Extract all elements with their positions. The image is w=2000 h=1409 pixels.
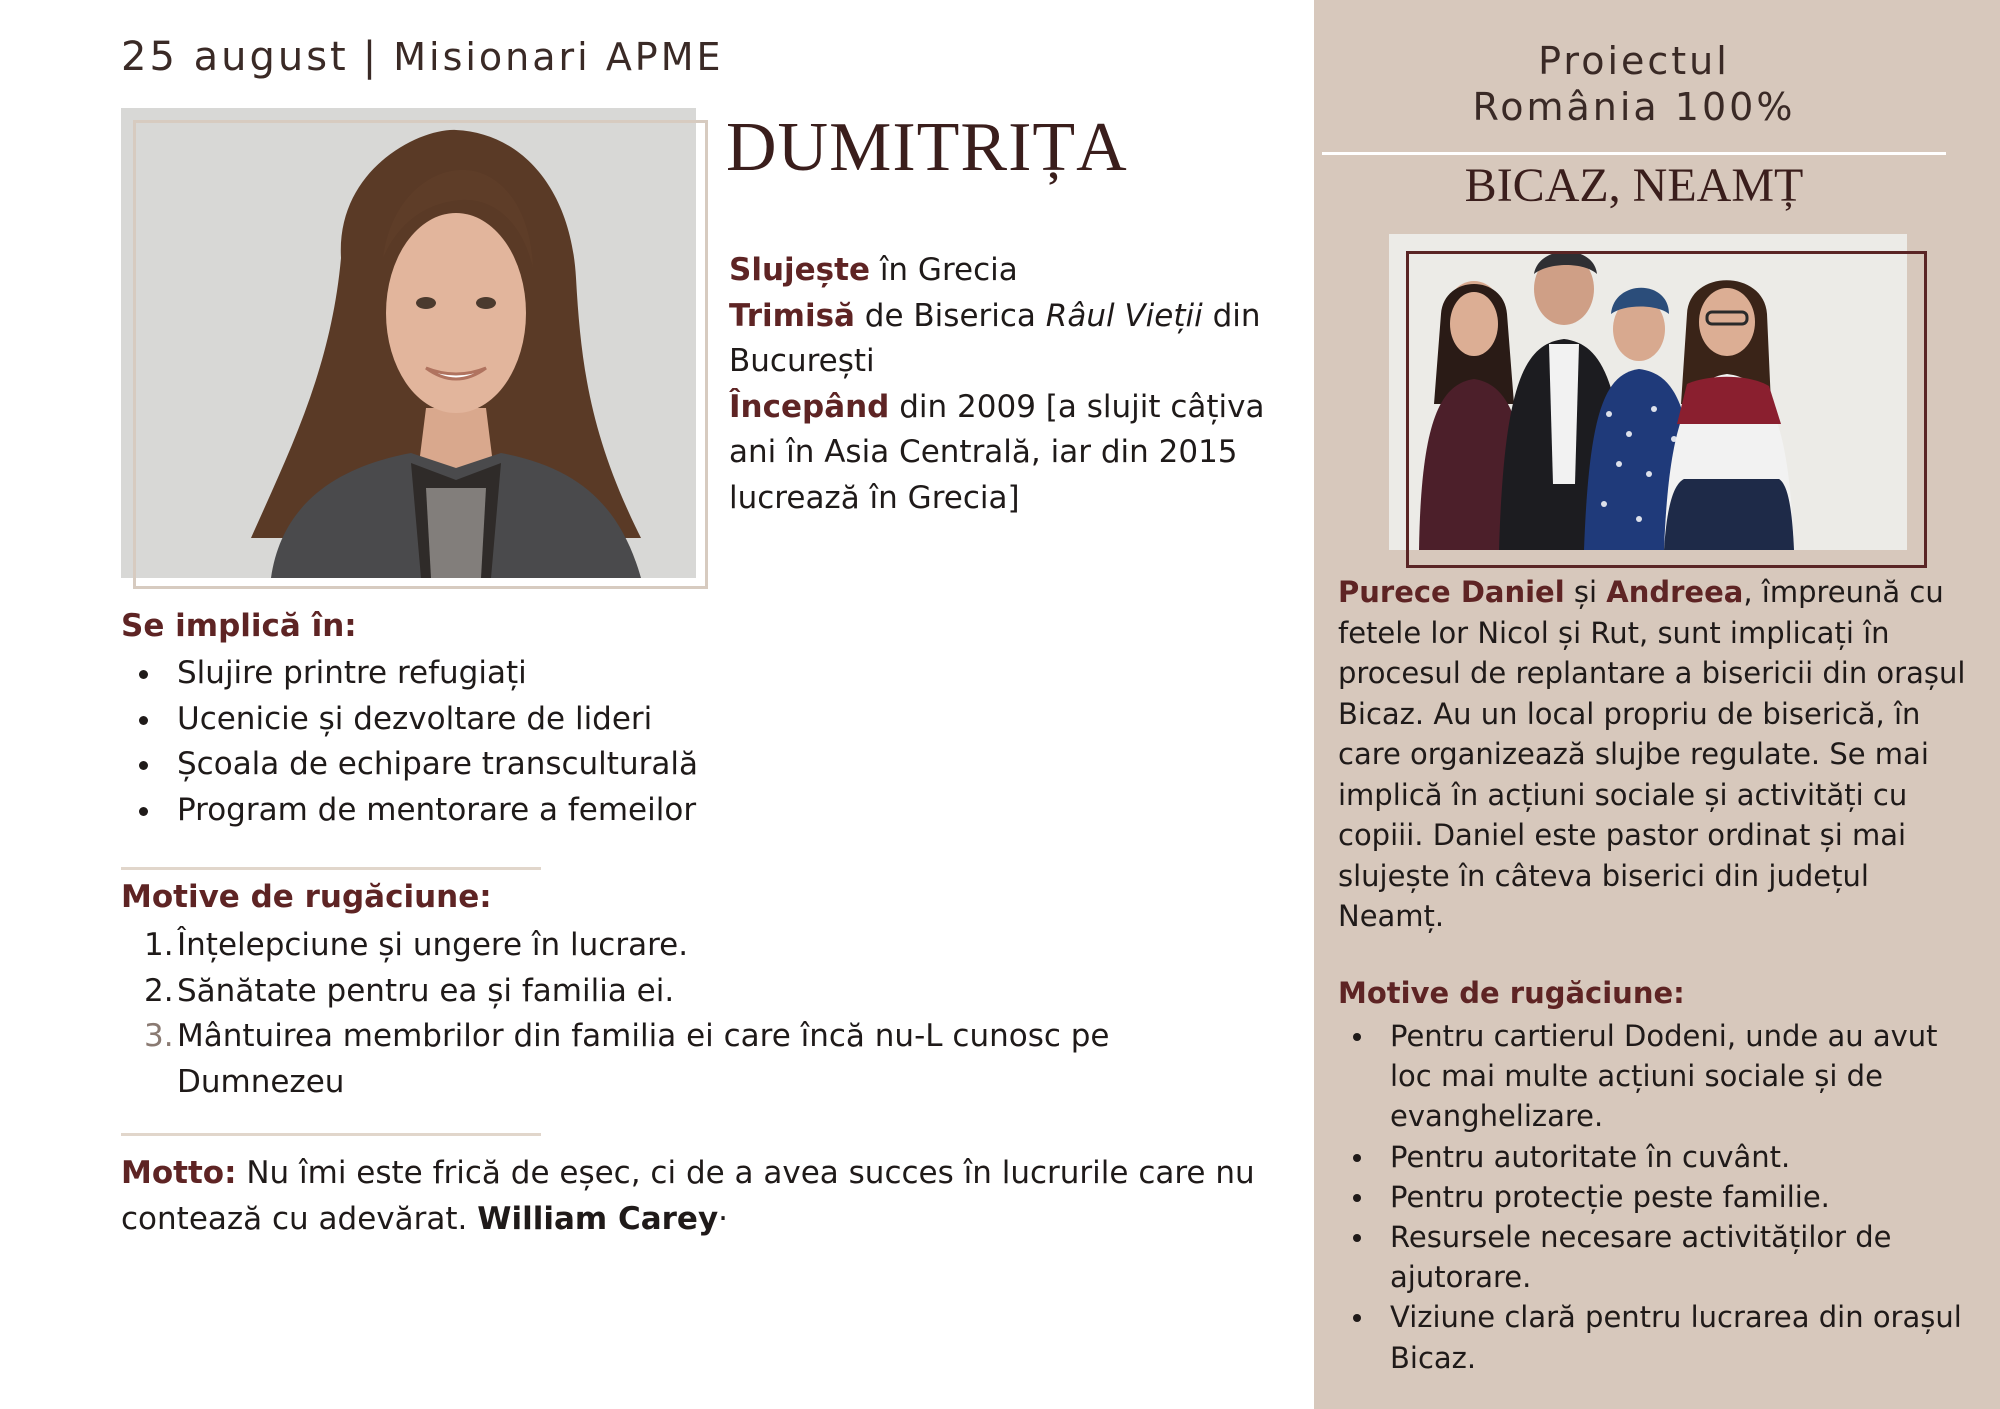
missionary-photo (121, 108, 710, 591)
list-number: 3. (144, 1018, 174, 1054)
list-item (121, 969, 1221, 1015)
motto-end: · (718, 1201, 729, 1237)
divider (121, 867, 541, 870)
project-title (1314, 38, 1954, 130)
list-text: Înțelepciune și ungere în lucrare. (177, 927, 689, 963)
portrait-image (121, 108, 696, 578)
list-item: Ucenicie și dezvoltare de lideri (121, 697, 698, 743)
project-prayer-title: Motive de rugăciune: (1338, 976, 1685, 1010)
list-item: Școala de echipare transculturală (121, 742, 698, 788)
sent-text-suffix: din București (729, 297, 1261, 379)
list-item: Viziune clară pentru lucrarea din orașul Bicaz. (1338, 1297, 1978, 1377)
list-number: 2. (144, 972, 174, 1009)
portrait-illustration (121, 108, 696, 578)
list-item: Resursele necesare activităților de ajutorare. (1338, 1217, 1978, 1297)
and-text: și (1564, 575, 1607, 609)
list-item (121, 1014, 1221, 1105)
page-header (121, 34, 724, 80)
family-photo (1389, 234, 1939, 570)
prayer-list (121, 923, 1221, 1105)
project-description (1338, 572, 1978, 937)
motto-label: Motto: (121, 1155, 237, 1191)
list-item: Pentru autoritate în cuvânt. (1338, 1137, 1978, 1177)
family-illustration (1389, 234, 1907, 550)
organization: Misionari APME (393, 35, 724, 79)
missionary-info (729, 248, 1289, 521)
serves-line (729, 248, 1289, 294)
sent-label: Trimisă (729, 297, 855, 334)
serves-text: în Grecia (869, 252, 1018, 288)
list-text: Sănătate pentru ea și familia ei. (177, 972, 675, 1009)
header-separator: | (362, 34, 380, 80)
sent-text-prefix: de Biserica (854, 297, 1046, 334)
since-line (729, 385, 1289, 522)
sent-church: Râul Vieții (1045, 297, 1203, 334)
involved-list (121, 651, 698, 833)
since-label: Începând (729, 388, 890, 425)
description-text: , împreună cu fetele lor Nicol și Rut, sunt implicați în procesul de replantare a bisericii din orașul Bicaz. Au un local propriu de biserică, în care organizează slujbe regulate. Se mai implică în acțiuni sociale și activități cu copiii. Daniel este pastor ordinat și mai slujește în câteva biserici din județul Neamț. (1338, 575, 1966, 933)
list-item: Slujire printre refugiați (121, 651, 698, 697)
prayer-title: Motive de rugăciune: (121, 879, 492, 915)
missionary-name: DUMITRIȚA (726, 109, 1128, 186)
serves-label: Slujește (729, 252, 870, 288)
project-prayer-list (1338, 1016, 1978, 1378)
since-text: din 2009 [a slujit câțiva ani în Asia Centrală, iar din 2015 lucrează în Grecia] (729, 388, 1265, 516)
project-title-line1: Proiectul (1538, 39, 1730, 83)
list-number: 1. (144, 927, 174, 963)
list-item: Pentru protecție peste familie. (1338, 1177, 1978, 1217)
list-text: Mântuirea membrilor din familia ei care încă nu-L cunosc pe Dumnezeu (177, 1018, 1110, 1100)
sent-line (729, 294, 1289, 385)
date: 25 august (121, 34, 349, 80)
project-title-line2: România 100% (1472, 85, 1796, 129)
panel-divider (1322, 152, 1946, 155)
name-daniel: Purece Daniel (1338, 575, 1565, 609)
project-location: BICAZ, NEAMȚ (1464, 159, 1804, 212)
divider (121, 1133, 541, 1136)
list-item: Program de mentorare a femeilor (121, 788, 698, 834)
motto-text: Nu îmi este frică de eșec, ci de a avea succes în lucrurile care nu contează cu adevărat. (121, 1155, 1255, 1237)
family-image (1389, 234, 1907, 550)
motto (121, 1150, 1261, 1242)
list-item (121, 923, 1221, 969)
name-andreea: Andreea (1606, 575, 1744, 609)
involved-title: Se implică în: (121, 608, 357, 644)
project-panel (1314, 0, 2000, 1409)
motto-author: William Carey (477, 1201, 719, 1237)
list-item: Pentru cartierul Dodeni, unde au avut loc mai multe acțiuni sociale și de evanghelizare. (1338, 1016, 1978, 1137)
